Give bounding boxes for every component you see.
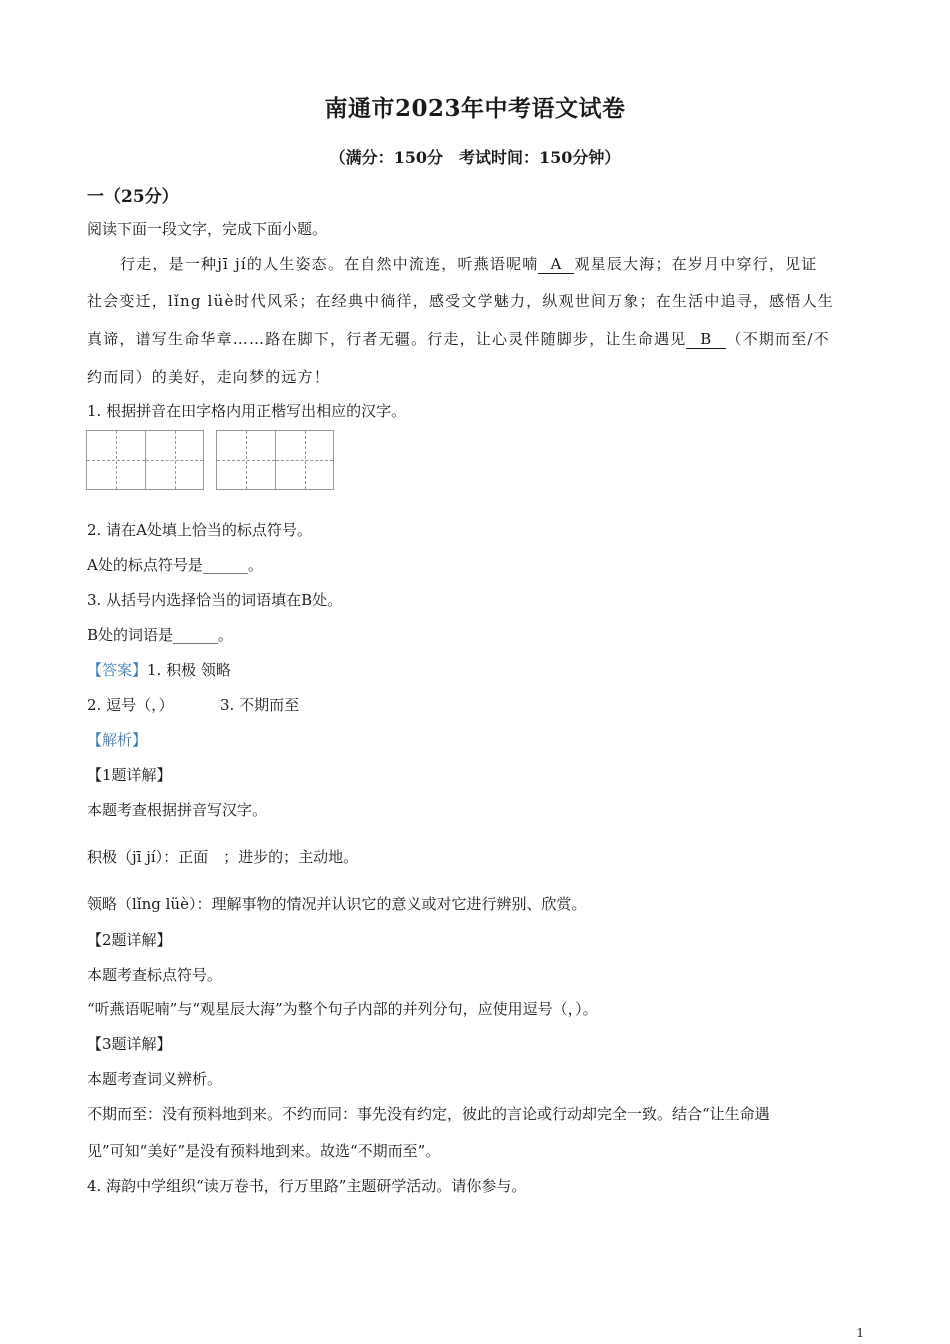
passage-text: （不期而至/不 xyxy=(726,330,830,348)
question-2-prompt: A处的标点符号是______。 xyxy=(87,556,263,574)
passage-text: 行走，是一种jī jí的人生姿态。在自然中流连，听燕语呢喃 xyxy=(120,255,539,273)
blank-a: A xyxy=(538,256,574,274)
tianzige-cell[interactable] xyxy=(145,431,203,489)
passage-line xyxy=(120,253,895,274)
answer-line-1 xyxy=(87,659,231,680)
page-number: 1 xyxy=(856,1326,864,1340)
question-3-prompt: B处的词语是______。 xyxy=(87,626,234,644)
exam-title: 南通市2023年中考语文试卷 xyxy=(324,95,626,122)
analysis-heading-3: 【3题详解】 xyxy=(87,1035,172,1053)
exam-subtitle: （满分：150分 考试时间：150分钟） xyxy=(329,148,621,167)
question-2: 2. 请在A处填上恰当的标点符号。 xyxy=(87,521,312,539)
analysis-heading-1: 【1题详解】 xyxy=(87,766,172,784)
blank-b: B xyxy=(686,331,726,349)
tianzige-group-1 xyxy=(86,430,204,490)
answer-2: 2. 逗号（，） xyxy=(87,696,174,714)
answer-3: 3. 不期而至 xyxy=(220,696,300,714)
analysis-heading-2: 【2题详解】 xyxy=(87,931,172,949)
section-heading: 一（25分） xyxy=(87,187,179,207)
analysis-text: 领略（lǐng lüè）：理解事物的情况并认识它的意义或对它进行辨别、欣赏。 xyxy=(87,895,587,913)
passage-line: 约而同）的美好，走向梦的远方！ xyxy=(87,368,331,386)
analysis-tag: 【解析】 xyxy=(87,731,148,749)
analysis-text: 本题考查根据拼音写汉字。 xyxy=(87,801,268,819)
passage-text: 观星辰大海；在岁月中穿行，见证 xyxy=(574,255,818,273)
tianzige-cell[interactable] xyxy=(275,431,333,489)
passage-line: 社会变迁，lǐng lüè时代风采；在经典中徜徉，感受文学魅力，纵观世间万象；在生活中追寻，感悟人生 xyxy=(87,292,834,310)
tianzige-group-2 xyxy=(216,430,334,490)
analysis-text: 积极（jī jí）：正面 ；进步的；主动地。 xyxy=(87,848,359,866)
question-1: 1. 根据拼音在田字格内用正楷写出相应的汉字。 xyxy=(87,402,407,420)
tianzige-cell[interactable] xyxy=(87,431,145,489)
answer-tag: 【答案】 xyxy=(87,661,148,679)
question-4: 4. 海韵中学组织“读万卷书，行万里路”主题研学活动。请你参与。 xyxy=(87,1177,527,1195)
passage-text: 真谛，谱写生命华章……路在脚下，行者无疆。行走，让心灵伴随脚步，让生命遇见 xyxy=(87,330,687,348)
analysis-text: 本题考查标点符号。 xyxy=(87,966,223,984)
analysis-text: “听燕语呢喃”与“观星辰大海”为整个句子内部的并列分句，应使用逗号（，）。 xyxy=(87,1000,598,1018)
analysis-text: 不期而至：没有预料地到来。不约而同：事先没有约定，彼此的言论或行动却完全一致。结合“让生命遇 xyxy=(87,1105,770,1123)
passage-line xyxy=(87,328,862,349)
answer-1: 1. 积极 领略 xyxy=(147,661,231,679)
analysis-text: 见”可知“美好”是没有预料地到来。故选“不期而至”。 xyxy=(87,1142,441,1160)
question-3: 3. 从括号内选择恰当的词语填在B处。 xyxy=(87,591,343,609)
tianzige-cell[interactable] xyxy=(217,431,275,489)
reading-instruction: 阅读下面一段文字，完成下面小题。 xyxy=(87,220,328,238)
analysis-text: 本题考查词义辨析。 xyxy=(87,1070,223,1088)
